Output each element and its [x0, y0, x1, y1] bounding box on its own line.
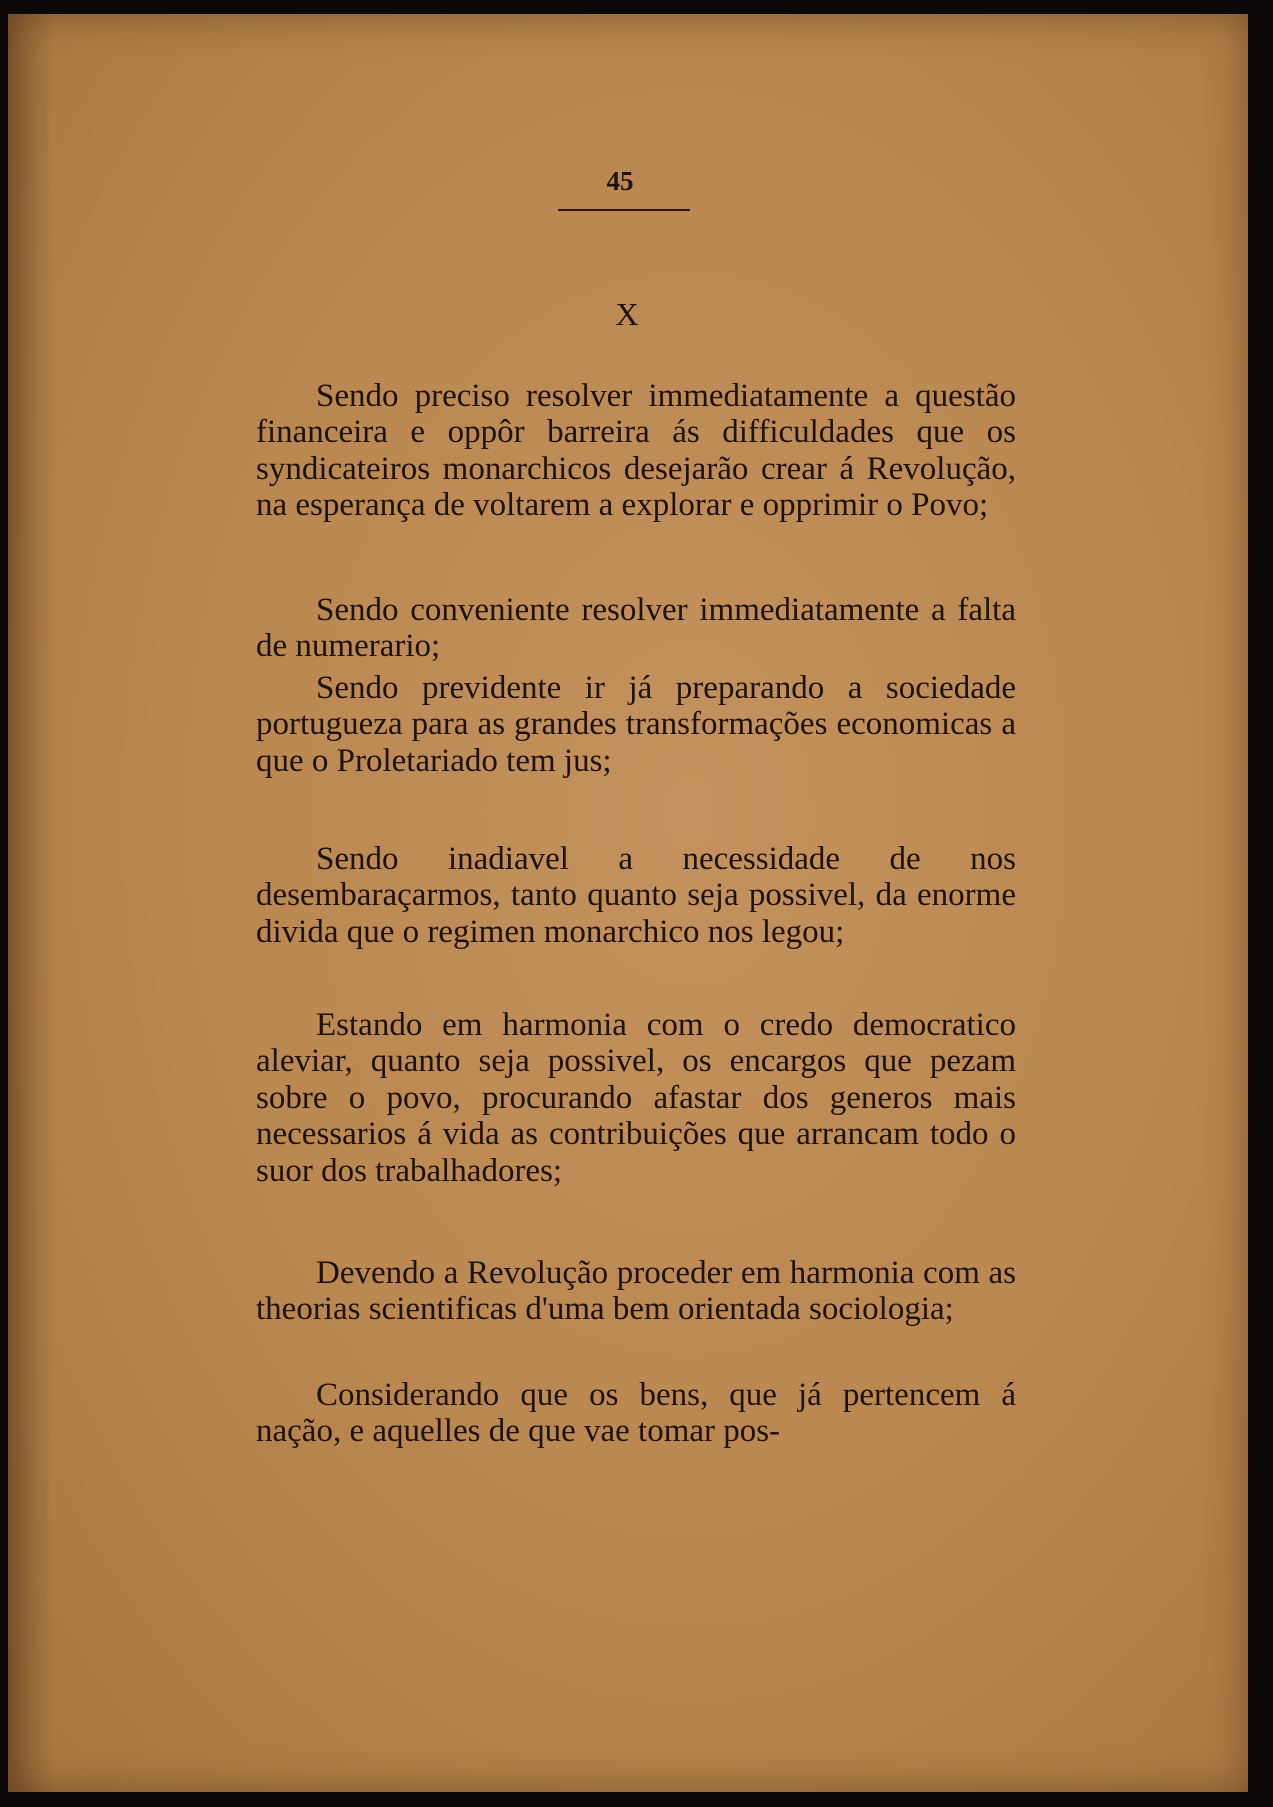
- paragraph-7: Considerando que os bens, que já pertencem á nação, e aquelles de que vae tomar pos-: [256, 1377, 1016, 1450]
- paragraph-6: Devendo a Revolução proceder em harmonia com as theorias scientificas d'uma bem orientada sociologia;: [256, 1255, 1016, 1328]
- paragraph-4: Sendo inadiavel a necessidade de nos desembaraçarmos, tanto quanto seja possivel, da enorme divida que o regimen monarchico nos legou;: [256, 841, 1016, 950]
- paragraph-1: Sendo preciso resolver immediatamente a questão financeira e oppôr barreira ás difficuldades que os syndicateiros monarchicos desejarão crear á Revolução, na esperança de voltarem a explorar e opprimir o Povo;: [256, 378, 1016, 524]
- page-binding-shadow: [8, 14, 54, 1792]
- paragraph-5: Estando em harmonia com o credo democratico aleviar, quanto seja possivel, os encargos que pezam sobre o povo, procurando afastar dos generos mais necessarios á vida as contribuições que arrancam todo o suor dos trabalhadores;: [256, 1007, 1016, 1189]
- chapter-heading: X: [615, 296, 639, 332]
- paragraph-3: Sendo previdente ir já preparando a sociedade portugueza para as grandes transformações economicas a que o Proletariado tem jus;: [256, 670, 1016, 779]
- paragraph-2: Sendo conveniente resolver immediatamente a falta de numerario;: [256, 592, 1016, 665]
- page-number: 45: [606, 166, 634, 196]
- header-rule: [558, 209, 690, 211]
